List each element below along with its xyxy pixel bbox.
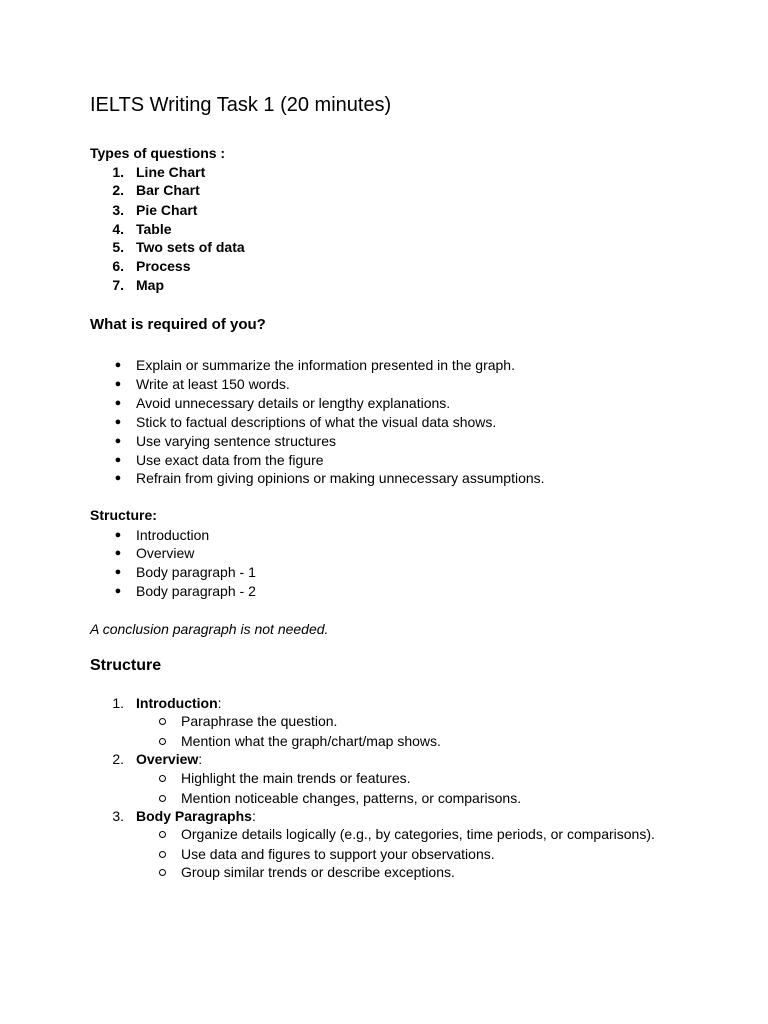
- list-item-text: Table: [136, 221, 172, 237]
- bullet-icon: ●: [114, 547, 122, 559]
- list-item-text: Use data and figures to support your observations.: [181, 846, 495, 862]
- section-title: Body Paragraphs: [136, 808, 252, 824]
- conclusion-note: A conclusion paragraph is not needed.: [90, 621, 329, 637]
- list-item-text: Refrain from giving opinions or making unnecessary assumptions.: [136, 470, 545, 486]
- section-colon: :: [198, 751, 203, 767]
- hollow-bullet-icon: [159, 851, 166, 858]
- structure-short-label: Structure:: [90, 507, 157, 523]
- bullet-icon: ●: [114, 472, 122, 484]
- hollow-bullet-icon: [159, 795, 166, 802]
- list-number: 6.: [112, 258, 124, 274]
- list-item-text: Write at least 150 words.: [136, 376, 290, 392]
- bullet-icon: ●: [114, 454, 122, 466]
- list-number: 3.: [112, 202, 124, 218]
- list-item-text: Process: [136, 258, 191, 274]
- section-heading: [136, 694, 222, 712]
- list-item-text: Mention what the graph/chart/map shows.: [181, 733, 441, 749]
- section-title: Overview: [136, 751, 199, 767]
- bullet-icon: ●: [114, 378, 122, 390]
- hollow-bullet-icon: [159, 738, 166, 745]
- list-number: 2.: [112, 751, 124, 767]
- section-heading: [136, 750, 202, 768]
- hollow-bullet-icon: [159, 869, 166, 876]
- list-item-text: Group similar trends or describe exceptions.: [181, 864, 455, 880]
- required-heading: What is required of you?: [90, 316, 266, 333]
- list-number: 4.: [112, 221, 124, 237]
- list-number: 2.: [112, 182, 124, 198]
- list-item-text: Map: [136, 277, 164, 293]
- list-item-text: Use varying sentence structures: [136, 433, 336, 449]
- list-number: 1.: [112, 164, 124, 180]
- list-item-text: Line Chart: [136, 164, 206, 180]
- list-item-text: Use exact data from the figure: [136, 452, 324, 468]
- list-number: 3.: [112, 808, 124, 824]
- list-item-text: Pie Chart: [136, 202, 198, 218]
- list-item-text: Paraphrase the question.: [181, 713, 338, 729]
- list-item-text: Body paragraph - 1: [136, 564, 256, 580]
- list-item-text: Mention noticeable changes, patterns, or comparisons.: [181, 790, 522, 806]
- list-number: 1.: [112, 695, 124, 711]
- bullet-icon: ●: [114, 397, 122, 409]
- list-item-text: Explain or summarize the information presented in the graph.: [136, 357, 515, 373]
- section-heading: [136, 807, 256, 825]
- list-number: 5.: [112, 239, 124, 255]
- list-item-text: Stick to factual descriptions of what the visual data shows.: [136, 414, 497, 430]
- section-title: Introduction: [136, 695, 218, 711]
- list-item-text: Introduction: [136, 527, 210, 543]
- list-item-text: Highlight the main trends or features.: [181, 770, 411, 786]
- hollow-bullet-icon: [159, 831, 166, 838]
- list-item-text: Overview: [136, 545, 195, 561]
- hollow-bullet-icon: [159, 775, 166, 782]
- bullet-icon: ●: [114, 585, 122, 597]
- list-number: 7.: [112, 277, 124, 293]
- list-item-text: Body paragraph - 2: [136, 583, 256, 599]
- types-label: Types of questions :: [90, 145, 226, 161]
- hollow-bullet-icon: [159, 718, 166, 725]
- bullet-icon: ●: [114, 566, 122, 578]
- list-item-text: Organize details logically (e.g., by categories, time periods, or comparisons).: [181, 826, 655, 842]
- bullet-icon: ●: [114, 416, 122, 428]
- bullet-icon: ●: [114, 529, 122, 541]
- list-item-text: Two sets of data: [136, 239, 245, 255]
- bullet-icon: ●: [114, 359, 122, 371]
- list-item-text: Bar Chart: [136, 182, 200, 198]
- bullet-icon: ●: [114, 435, 122, 447]
- page-title: IELTS Writing Task 1 (20 minutes): [90, 94, 392, 116]
- section-colon: :: [251, 808, 256, 824]
- section-colon: :: [217, 695, 222, 711]
- list-item-text: Avoid unnecessary details or lengthy explanations.: [136, 395, 451, 411]
- structure-heading: Structure: [90, 657, 162, 674]
